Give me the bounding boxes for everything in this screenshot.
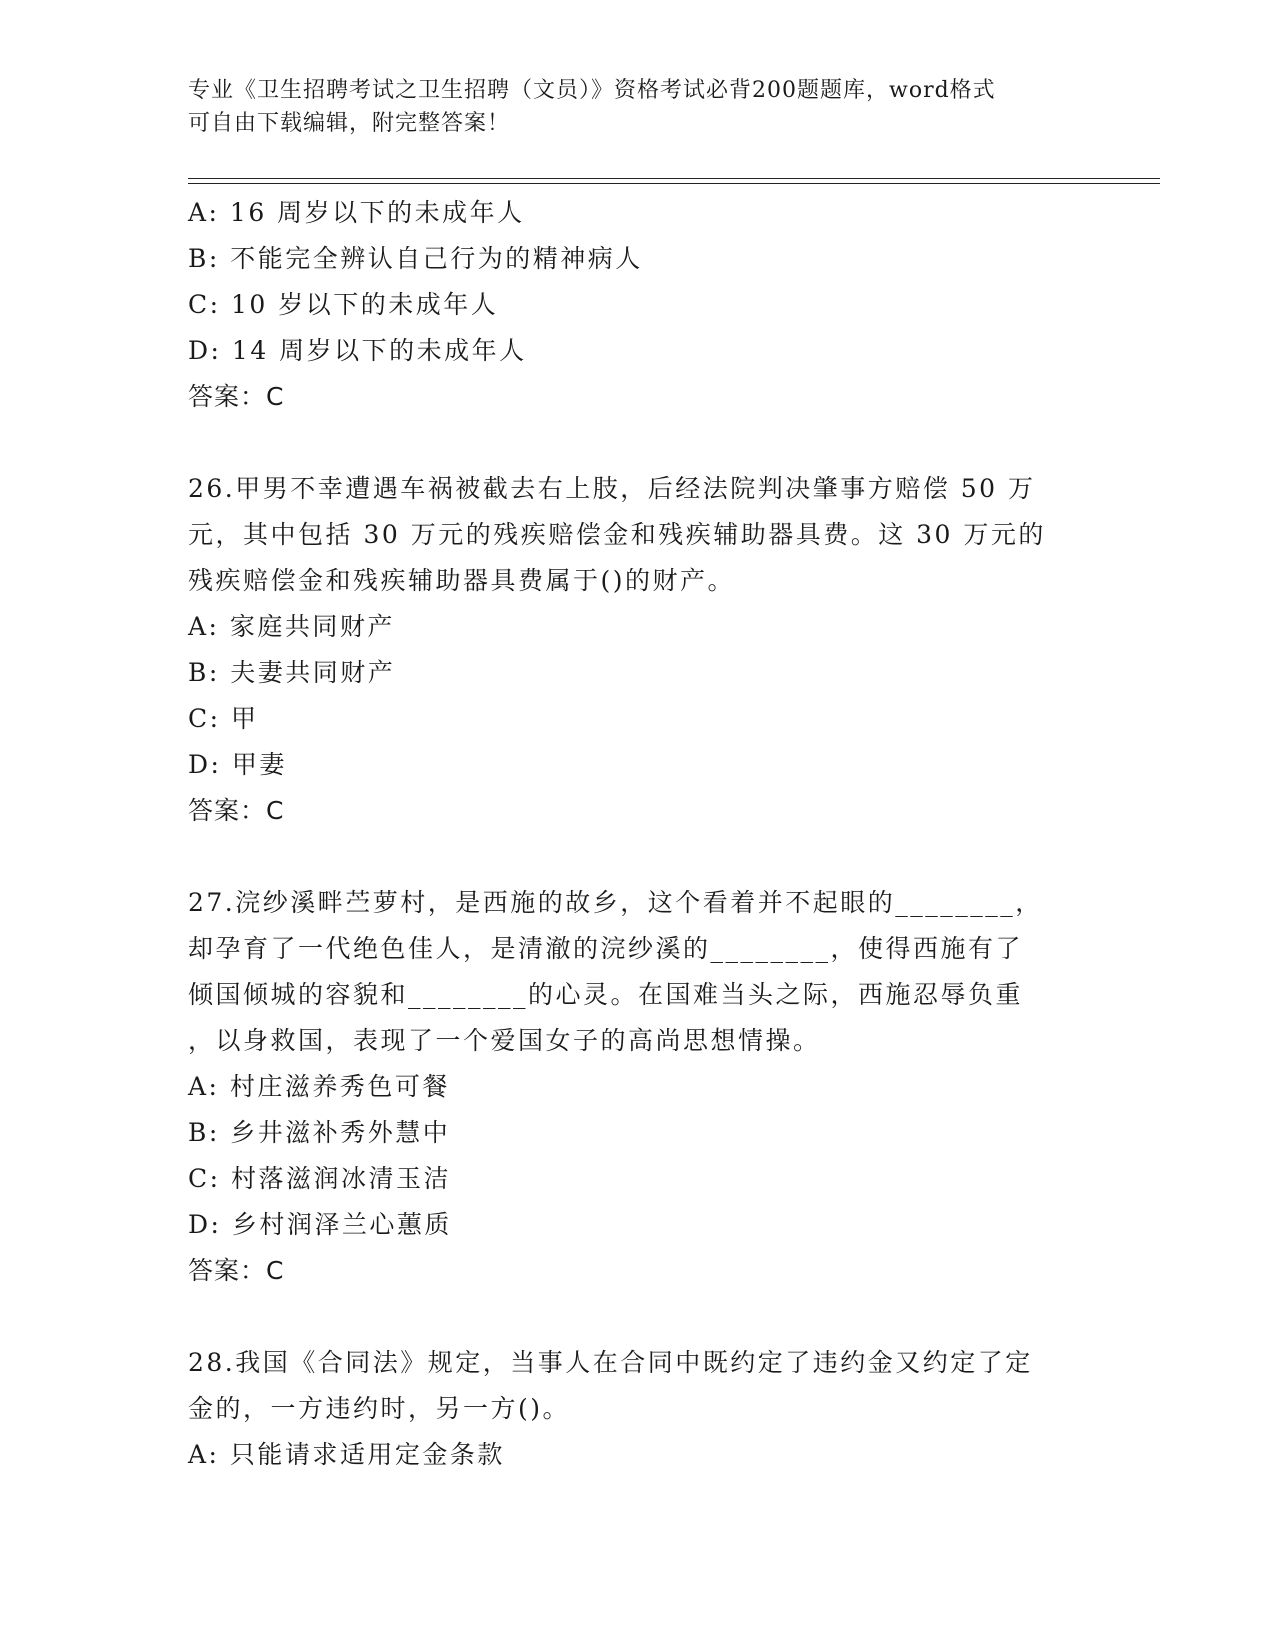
question-stem-line: 残疾赔偿金和残疾辅助器具费属于()的财产。	[188, 566, 736, 595]
question-list	[188, 190, 1088, 1478]
question-stem-line: 金的，一方违约时，另一方()。	[188, 1394, 571, 1423]
question-stem-line: 28.我国《合同法》规定，当事人在合同中既约定了违约金又约定了定	[188, 1348, 1033, 1377]
option-a: A: 家庭共同财产	[188, 612, 395, 641]
question-stem-line: 27.浣纱溪畔苎萝村，是西施的故乡，这个看着并不起眼的________，	[188, 888, 1043, 917]
question-25	[188, 190, 1088, 420]
question-27	[188, 880, 1088, 1294]
option-b: B: 不能完全辨认自己行为的精神病人	[188, 244, 643, 273]
header-line-2: 可自由下载编辑，附完整答案！	[188, 111, 511, 136]
option-c: C: 10 岁以下的未成年人	[188, 290, 499, 319]
header-rule-top	[188, 178, 1160, 179]
question-28	[188, 1340, 1088, 1478]
question-26	[188, 466, 1088, 834]
question-spacer	[188, 1294, 1088, 1340]
question-stem-line: 元，其中包括 30 万元的残疾赔偿金和残疾辅助器具费。这 30 万元的	[188, 520, 1046, 549]
option-d: D: 乡村润泽兰心蕙质	[188, 1210, 452, 1239]
question-stem-line: 却孕育了一代绝色佳人，是清澈的浣纱溪的________，使得西施有了	[188, 934, 1024, 963]
question-spacer	[188, 420, 1088, 466]
option-d: D: 14 周岁以下的未成年人	[188, 336, 527, 365]
option-c: C: 村落滋润冰清玉洁	[188, 1164, 451, 1193]
option-c: C: 甲	[188, 704, 259, 733]
option-a: A: 只能请求适用定金条款	[188, 1440, 505, 1469]
option-a: A: 16 周岁以下的未成年人	[188, 198, 525, 227]
header-rule-bottom	[188, 183, 1160, 184]
option-b: B: 夫妻共同财产	[188, 658, 396, 687]
option-d: D: 甲妻	[188, 750, 287, 779]
question-stem-line: 26.甲男不幸遭遇车祸被截去右上肢，后经法院判决肇事方赔偿 50 万	[188, 474, 1036, 503]
answer: 答案：C	[188, 1256, 285, 1285]
option-a: A: 村庄滋养秀色可餐	[188, 1072, 450, 1101]
option-b: B: 乡井滋补秀外慧中	[188, 1118, 451, 1147]
question-stem-line: ，以身救国，表现了一个爱国女子的高尚思想情操。	[188, 1026, 821, 1055]
header-line-1: 专业《卫生招聘考试之卫生招聘（文员）》资格考试必背200题题库，word格式	[188, 78, 996, 103]
answer: 答案：C	[188, 382, 285, 411]
answer: 答案：C	[188, 796, 285, 825]
document-header	[188, 74, 1068, 140]
question-stem-line: 倾国倾城的容貌和________的心灵。在国难当头之际，西施忍辱负重	[188, 980, 1024, 1009]
question-spacer	[188, 834, 1088, 880]
